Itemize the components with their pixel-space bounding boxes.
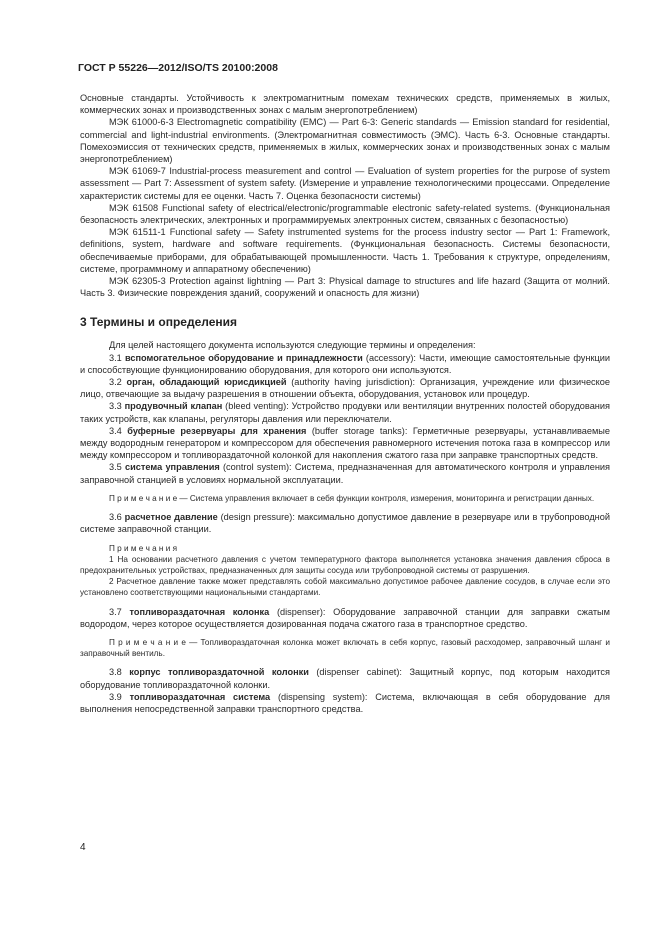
term-name: расчетное давление [124, 512, 218, 523]
term-name: вспомогательное оборудование и принадлежности [124, 352, 363, 363]
term-note [80, 493, 610, 504]
term-text: (authority having jurisdiction): Организация, учреждение или физическое лицо, отвечающие за выдачу разрешения в отношении объекта, оборудования, установок или процедур. [80, 377, 610, 400]
reference-paragraph: МЭК 61511-1 Functional safety — Safety instrumented systems for the process industry sector — Part 1: Framework, definitions, system, hardware and software requirements. (Функциональная безопасность. Системы безопасности, обеспечиваемые приборами, для обрабатывающей промышленности. Часть 1. Требования к структуре, определениям, системе, программному и аппаратному обеспечению) [80, 227, 610, 274]
term-name: продувочный клапан [124, 401, 223, 412]
term-name: топливораздаточная система [129, 691, 271, 702]
section-heading: 3 Термины и определения [80, 315, 238, 330]
term-number: 3.5 [109, 462, 122, 473]
page-number: 4 [80, 842, 86, 853]
reference-paragraph: МЭК 61069-7 Industrial-process measurement and control — Evaluation of system properties for the purpose of system assessment — Part 7: Assessment of system safety. (Измерение и управление технологическими процессами. Определение характеристик системы для ее оценки. Часть 7. Оценка безопасности системы) [80, 166, 610, 201]
term-text: (accessory): Части, имеющие самостоятельные функции и способствующие функционированию оборудования, для которого они используются. [80, 352, 610, 375]
document-header: ГОСТ Р 55226—2012/ISO/TS 20100:2008 [78, 62, 278, 74]
term-definition [80, 511, 610, 535]
note-label: П р и м е ч а н и е — [109, 637, 198, 647]
term-note: 1 На основании расчетного давления с учетом температурного фактора выполняется установка значения давления сброса в предохранительных устройствах, предназначенных для защиты сосуда или трубопроводной системы от разрушения. [80, 554, 610, 575]
term-note [80, 637, 610, 659]
term-definition [80, 400, 610, 424]
term-text: (dispenser cabinet): Защитный корпус, под которым находится оборудование топливораздаточной колонки. [80, 667, 610, 690]
term-number: 3.4 [109, 425, 122, 436]
page-content [80, 92, 610, 715]
term-name: топливораздаточная колонка [129, 606, 270, 617]
term-number: 3.9 [109, 691, 122, 702]
term-text: (dispenser): Оборудование заправочной станции для заправки сжатым водородом, через которое осуществляется дозированная подача сжатого газа в транспортное средство. [80, 606, 610, 629]
section-intro: Для целей настоящего документа используются следующие термины и определения: [109, 340, 476, 351]
term-name: система управления [125, 462, 220, 473]
term-number: 3.6 [109, 512, 122, 523]
note-text: Топливораздаточная колонка может включать в себя корпус, газовый расходомер, заправочный шланг и заправочный вентиль. [80, 637, 610, 659]
term-definition [80, 691, 610, 715]
note-text: Система управления включает в себя функции контроля, измерения, мониторинга и регистрации данных. [187, 493, 595, 503]
reference-paragraph: МЭК 62305-3 Protection against lightning — Part 3: Physical damage to structures and life hazard (Защита от молний. Часть 3. Физические повреждения зданий, сооружений и опасность для жизни) [80, 276, 610, 299]
note-label: П р и м е ч а н и е — [109, 493, 188, 503]
term-number: 3.3 [109, 401, 122, 412]
term-number: 3.8 [109, 667, 122, 678]
term-number: 3.1 [109, 352, 122, 363]
note-label: П р и м е ч а н и я [109, 543, 178, 553]
term-definition [80, 461, 610, 485]
term-definition [80, 376, 610, 400]
term-name: орган, обладающий юрисдикцией [126, 377, 287, 388]
term-definition [80, 666, 610, 690]
term-text: (control system): Система, предназначенная для автоматического контроля и управления заправочной станцией в условиях нормальной эксплуатации. [80, 462, 611, 485]
term-text: (bleed venting): Устройство продувки или вентиляции внутренних полостей оборудования таких устройств, как клапаны, регуляторы давления или переключатели. [80, 401, 610, 424]
term-definition [80, 606, 610, 630]
reference-paragraph: МЭК 61000-6-3 Electromagnetic compatibility (EMC) — Part 6-3: Generic standards — Emission standard for residential, commercial and light-industrial environments. (Электромагнитная совместимость (ЭМС). Часть 6-3. Основные стандарты. Помехоэмиссия от технических средств, применяемых в жилых, коммерческих зонах и производственных зонах с малым энергопотреблением) [80, 117, 610, 165]
term-number: 3.7 [109, 606, 122, 617]
term-definition [80, 425, 610, 462]
reference-paragraph: Основные стандарты. Устойчивость к электромагнитным помехам технических средств, применяемых в жилых, коммерческих зонах и производственных зонах с малым энергопотреблением) [80, 93, 610, 116]
term-note: 2 Расчетное давление также может представлять собой максимально допустимое рабочее давление сосудов, в случае если это установлено соответствующими национальными стандартами. [80, 577, 610, 598]
term-name: буферные резервуары для хранения [127, 425, 307, 436]
term-definition [80, 352, 610, 376]
term-text: (dispensing system): Система, включающая в себя оборудование для выполнения непосредственной заправки транспортного средства. [80, 691, 610, 714]
term-text: (design pressure): максимально допустимое давление в резервуаре или в трубопроводной системе заправочной станции. [80, 512, 610, 535]
term-text: (buffer storage tanks): Герметичные резервуары, устанавливаемые между водородным генератором и компрессором для обеспечения равномерного истечения потока газа в компрессор или между компрессором и топливораздаточной колонкой для накопления сжатого газа при заправке транспортных средств. [80, 425, 610, 461]
term-number: 3.2 [109, 377, 122, 388]
term-name: корпус топливораздаточной колонки [129, 667, 309, 678]
reference-paragraph: МЭК 61508 Functional safety of electrical/electronic/programmable electronic safety-related systems. (Функциональная безопасность электрических, электронных и программируемых электронных систем, связанных с безопасностью) [80, 202, 610, 226]
